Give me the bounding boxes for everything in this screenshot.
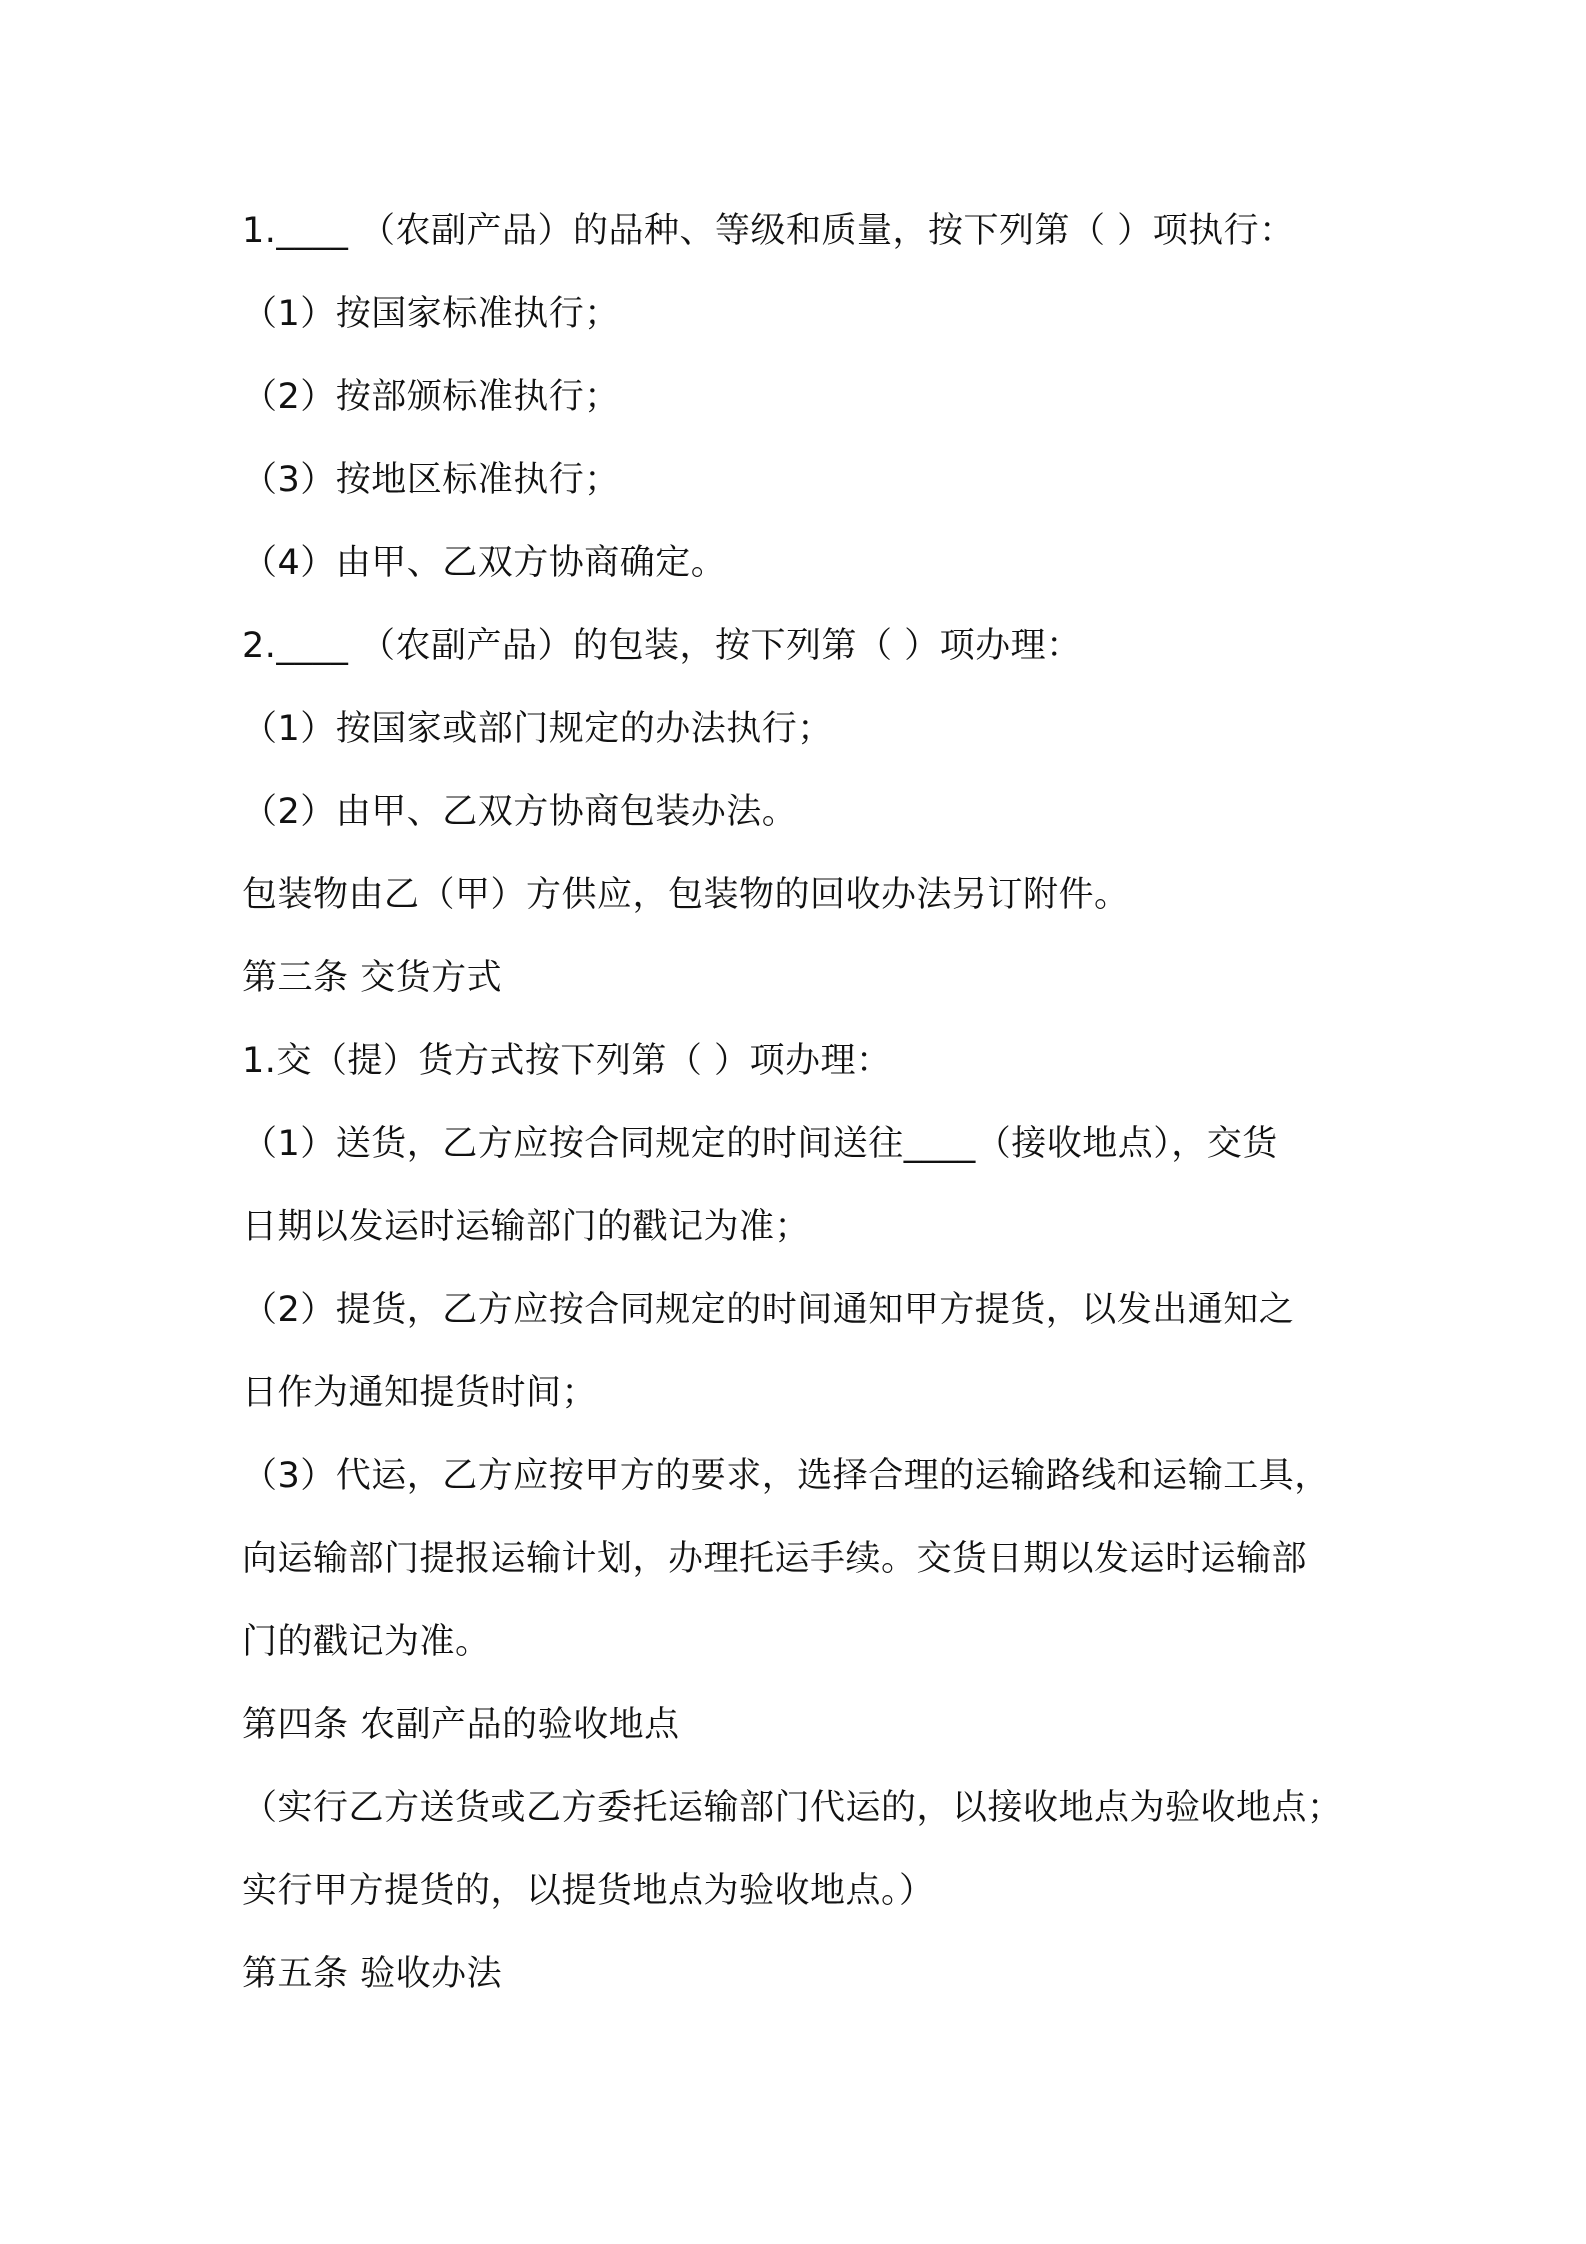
delivery-method-heading: 1.交（提）货方式按下列第（ ）项办理：: [242, 1041, 892, 1081]
delivery-option-3-line-2: 向运输部门提报运输计划，办理托运手续。交货日期以发运时运输部: [242, 1539, 1308, 1579]
inspection-location-note-line-2: 实行甲方提货的，以提货地点为验收地点。）: [242, 1871, 935, 1911]
quality-option-3: （3）按地区标准执行；: [242, 460, 620, 500]
delivery-option-2-line-1: （2）提货，乙方应按合同规定的时间通知甲方提货，以发出通知之: [242, 1290, 1295, 1330]
delivery-option-3-line-3: 门的戳记为准。: [242, 1622, 491, 1662]
packaging-supply-note: 包装物由乙（甲）方供应，包装物的回收办法另订附件。: [242, 875, 1130, 915]
inspection-location-note-line-1: （实行乙方送货或乙方委托运输部门代运的，以接收地点为验收地点；: [242, 1788, 1343, 1828]
quality-option-1: （1）按国家标准执行；: [242, 294, 620, 334]
article-3-heading: 第三条 交货方式: [242, 958, 503, 998]
delivery-option-2-line-2: 日作为通知提货时间；: [242, 1373, 598, 1413]
delivery-option-3-line-1: （3）代运，乙方应按甲方的要求，选择合理的运输路线和运输工具，: [242, 1456, 1330, 1496]
packaging-option-2: （2）由甲、乙双方协商包装办法。: [242, 792, 798, 832]
quality-option-2: （2）按部颁标准执行；: [242, 377, 620, 417]
article-5-heading: 第五条 验收办法: [242, 1954, 503, 1994]
delivery-option-1-line-1: （1）送货，乙方应按合同规定的时间送往____（接收地点），交货: [242, 1124, 1278, 1164]
clause-item-2-packaging-heading: 2.____ （农副产品）的包装，按下列第（ ）项办理：: [242, 626, 1082, 666]
document-body: [242, 190, 1382, 2016]
packaging-option-1: （1）按国家或部门规定的办法执行；: [242, 709, 833, 749]
article-4-heading: 第四条 农副产品的验收地点: [242, 1705, 680, 1745]
quality-option-4: （4）由甲、乙双方协商确定。: [242, 543, 727, 583]
clause-item-1-quality-heading: 1.____ （农副产品）的品种、等级和质量，按下列第（ ）项执行：: [242, 211, 1295, 251]
delivery-option-1-line-2: 日期以发运时运输部门的戳记为准；: [242, 1207, 811, 1247]
